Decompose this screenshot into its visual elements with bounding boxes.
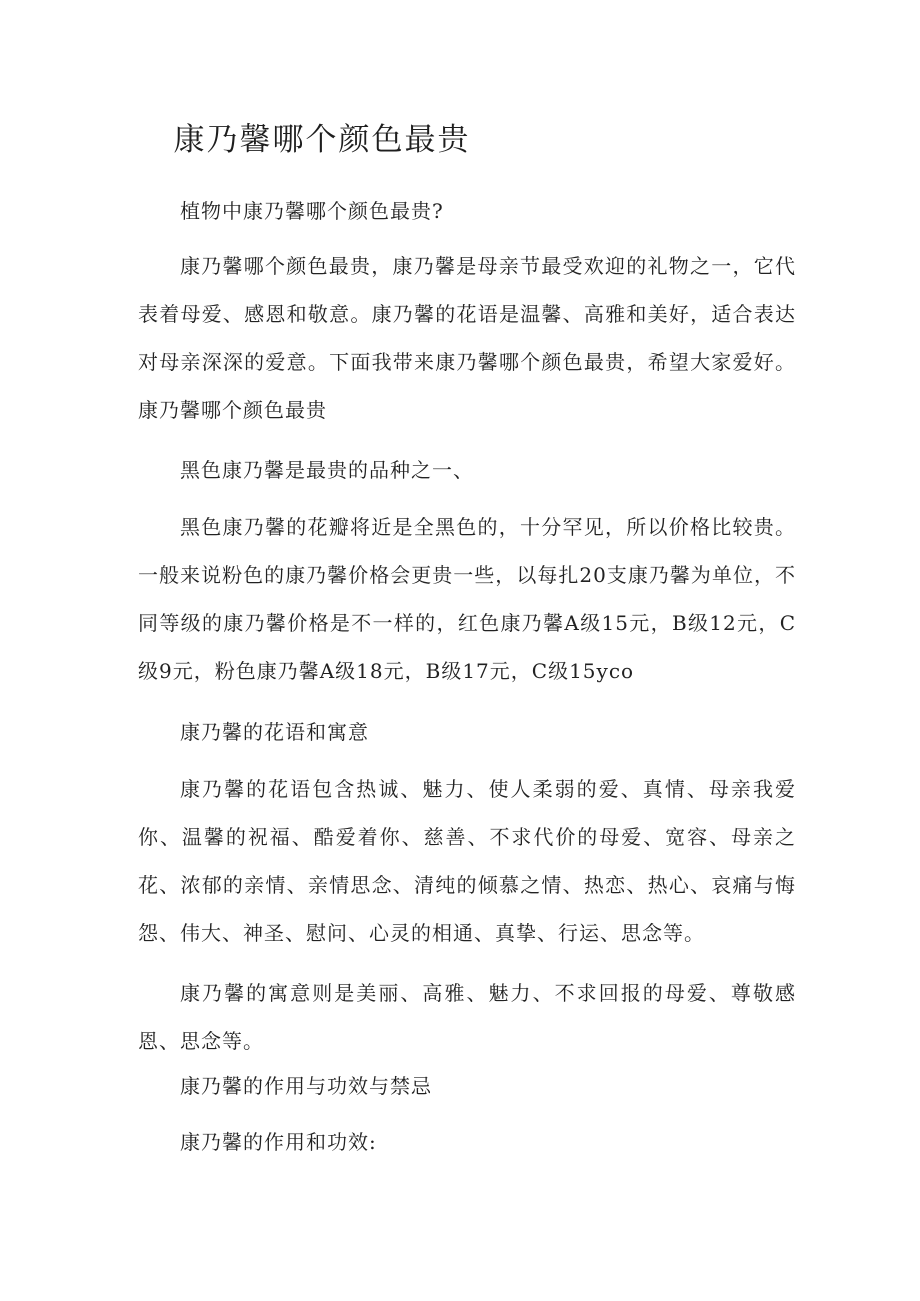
paragraph-effects-heading: 康乃馨的作用与功效与禁忌 <box>180 1074 432 1098</box>
paragraph-meaning: 康乃馨的寓意则是美丽、高雅、魅力、不求回报的母爱、尊敬感恩、思念等。 <box>138 981 796 1053</box>
page-title: 康乃馨哪个颜色最贵 <box>173 122 471 158</box>
paragraph-question: 植物中康乃馨哪个颜色最贵? <box>180 199 444 223</box>
paragraph-black-heading: 黑色康乃馨是最贵的品种之一、 <box>180 458 474 482</box>
paragraph-intro: 康乃馨哪个颜色最贵，康乃馨是母亲节最受欢迎的礼物之一，它代表着母爱、感恩和敬意。康乃馨的花语是温馨、高雅和美好，适合表达对母亲深深的爱意。下面我带来康乃馨哪个颜色最贵，希望大家爱好。康乃馨哪个颜色最贵 <box>138 254 796 422</box>
paragraph-flower-language-heading: 康乃馨的花语和寓意 <box>180 720 369 744</box>
paragraph-price: 黑色康乃馨的花瓣将近是全黑色的，十分罕见，所以价格比较贵。一般来说粉色的康乃馨价格会更贵一些，以每扎20支康乃馨为单位，不同等级的康乃馨价格是不一样的，红色康乃馨A级15元，B级12元，C级9元，粉色康乃馨A级18元，B级17元，C级15yco <box>138 515 796 683</box>
paragraph-effects-sub: 康乃馨的作用和功效: <box>180 1130 377 1154</box>
paragraph-flower-language: 康乃馨的花语包含热诚、魅力、使人柔弱的爱、真情、母亲我爱你、温馨的祝福、酷爱着你、慈善、不求代价的母爱、宽容、母亲之花、浓郁的亲情、亲情思念、清纯的倾慕之情、热恋、热心、哀痛与悔怨、伟大、神圣、慰问、心灵的相通、真挚、行运、思念等。 <box>138 777 796 945</box>
